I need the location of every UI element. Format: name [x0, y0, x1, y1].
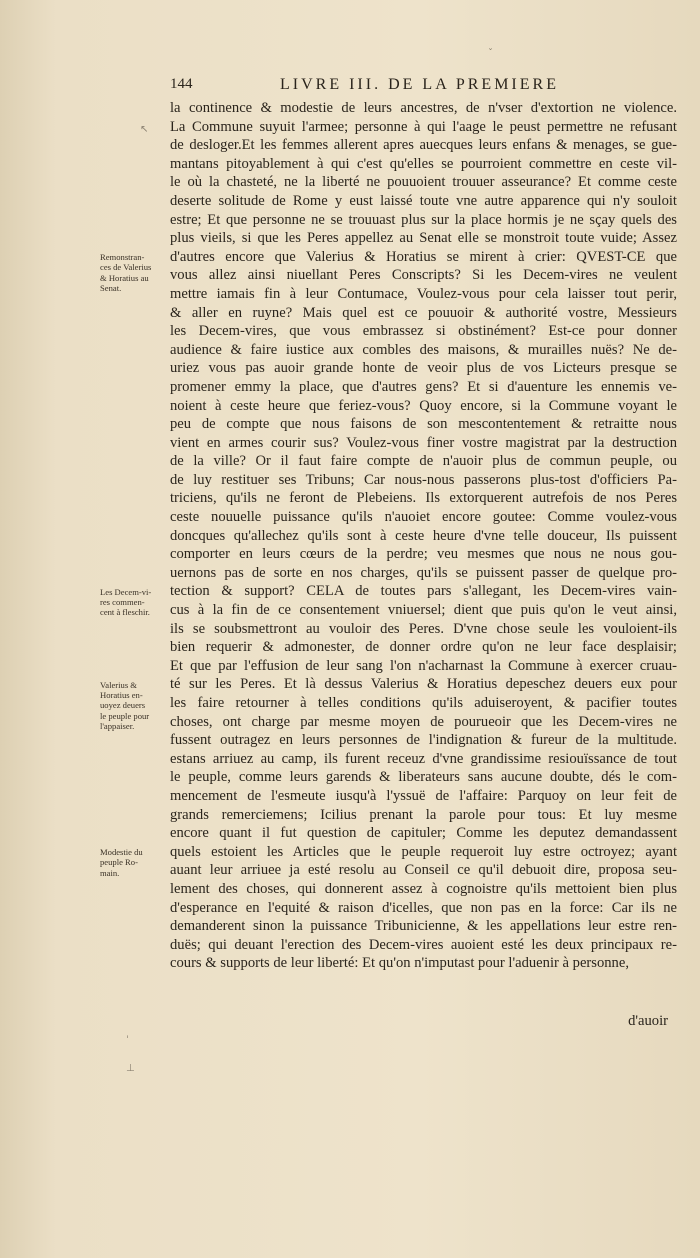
body-line: vient en armes courir sus? Voulez-vous finer vostre magistrat par la destruction: [170, 434, 677, 451]
body-line: le peuple, comme leurs garends & liberateurs sans aucune doubte, dés le com-: [170, 769, 677, 786]
body-line: les Decem-vires, que vous embrassez si obstinément? Est-ce pour donner: [170, 323, 677, 340]
body-line: cus à la fin de ce consentement vniuersel; dient que puis qu'on le veut ainsi,: [170, 602, 677, 619]
margin-note-line: Valerius &: [100, 679, 137, 690]
body-line: & aller en ruyne? Mais quel est ce pouuoir & authorité vostre, Messieurs: [170, 304, 677, 321]
body-line: duës; qui deuant l'erection des Decem-vires auoient esté les deux principaux re-: [170, 936, 677, 953]
margin-note-line: l'appaiser.: [100, 721, 135, 732]
body-line: uriez vous pas auoir grande honte de veoir plus de vos Licteurs presque se: [170, 360, 677, 377]
body-line: choses, ont charge par mesme moyen de pourueoir que les Decem-vires ne: [170, 713, 677, 730]
body-line: promener emmy la place, que d'autres gens? Et si d'auenture les ennemis ve-: [170, 378, 677, 395]
margin-note: [100, 847, 170, 878]
margin-note: [100, 252, 170, 294]
body-line: comporter en leurs cœurs de la perdre; veu mesmes que nous ne nous gou-: [170, 546, 677, 563]
body-line: vous allez ainsi niuellant Peres Conscripts? Si les Decem-vires ne veulent: [170, 267, 677, 284]
catchword: d'auoir: [628, 1013, 668, 1029]
page-speck-mark: ˇ: [488, 48, 493, 59]
body-line: noient à ceste heure que feriez-vous? Quoy encore, si la Commune voyant le: [170, 397, 677, 414]
margin-note-line: uoyez deuers: [100, 700, 146, 711]
body-line: té sur les Peres. Et là dessus Valerius & Horatius depeschez deuers eux pour: [170, 676, 677, 693]
body-line: d'autres encore que Valerius & Horatius se mirent à crier: QVEST-CE que: [170, 248, 677, 265]
running-title: LIVRE III. DE LA PREMIERE: [280, 76, 559, 93]
body-line: bien requerir & admonester, de donner ordre qu'on ne leur face desplaisir;: [170, 639, 677, 656]
body-line: auant leur arriuee ja esté resolu au Conseil ce qu'il debuoit dire, proposa seu-: [170, 862, 677, 879]
margin-note-line: main.: [100, 867, 120, 878]
body-line: triciens, qu'ils ne feront de Plebeiens. Ils extorquerent autrefois de nos Peres: [170, 490, 677, 507]
body-line: encore quant il fut question de capituler; Comme les deputez demandassent: [170, 825, 677, 842]
body-line: estans arriuez au camp, ils furent receuz d'vne grandissime resiouïssance de tout: [170, 750, 677, 767]
body-line: mantans pitoyablement à qui c'est qu'elles se pourroient commettre en ceste vil-: [170, 155, 677, 172]
margin-note: [100, 587, 170, 618]
margin-note-line: Horatius en-: [100, 690, 143, 700]
body-line: mencement de l'esmeute iusqu'à l'yssuë de l'affaire: Parquoy on leur feit de: [170, 787, 677, 804]
margin-note: [100, 680, 170, 732]
body-line: cours & supports de leur liberté: Et qu'on n'imputast pour l'aduenir à personne,: [170, 955, 629, 972]
body-line: grands remerciemens; Icilius prenant la parole pour tous: Et luy mesme: [170, 806, 677, 823]
body-line: ceste nouuelle puissance qu'ils n'auoiet encore goutee: Comme voulez-vous: [170, 509, 677, 526]
body-line: plus vieils, si que les Peres appellez au Senat elle se monstroit toute vuide; Assez: [170, 230, 677, 247]
body-line: Et que par l'effusion de leur sang l'on n'acharnast la Commune à exercer cruau-: [170, 657, 677, 674]
page-speck-mark: ˈ: [126, 1035, 129, 1046]
page-number: 144: [170, 76, 193, 92]
body-line: d'esperance en l'equité & raison d'icelles, que non pas en la force: Car ils ne: [170, 899, 677, 916]
margin-note-line: cent à fleschir.: [100, 607, 150, 618]
body-line: le où la chasteté, ne la liberté ne pouuoient trouuer asseurance? Et comme ceste: [170, 174, 677, 191]
margin-note-line: Modestie du: [100, 847, 143, 857]
body-line: La Commune suyuit l'armee; personne à qui l'aage le peust permettre ne refusant: [170, 118, 677, 135]
body-line: doncques qu'allechez qu'ils sont à ceste heure d'vne telle douceur, Ils puissent: [170, 527, 677, 544]
margin-note-line: Senat.: [100, 283, 122, 294]
page-header: [170, 76, 675, 98]
body-line: ils se soubsmettront au vouloir des Peres. D'vne chose seule les vouloient-ils: [170, 620, 677, 637]
margin-note-line: Les Decem-vi-: [100, 586, 152, 597]
margin-note-line: ces de Valerius: [100, 262, 152, 273]
body-line: uernons pas de sorte en nos charges, qu'ils se puissent passer de quelque pro-: [170, 564, 677, 581]
body-line: la continence & modestie de leurs ancestres, de n'vser d'extortion ne violence.: [170, 100, 677, 116]
page-speck-mark: ⊥: [126, 1063, 135, 1074]
margin-note-line: le peuple pour: [100, 710, 150, 721]
body-line: quels estoient les Articles que le peuple requeroit luy estre octroyez; ayant: [170, 843, 677, 860]
body-line: demanderent sinon la puissance Tribunicienne, & les appellations leur estre ren-: [170, 918, 677, 935]
body-line: deserte solitude de Rome y eust laissé toute vne autre apparence qui n'y souloit: [170, 192, 677, 209]
body-line: de desloger.Et les femmes allerent apres auecques leurs enfans & menages, se gue-: [170, 137, 677, 154]
body-line: mettre iamais fin à leur Contumace, Voulez-vous pour cela laisser tout perir,: [170, 285, 677, 302]
body-line: tection & support? CELA de toutes pars s'allegant, les Decem-vires vain-: [170, 583, 677, 600]
body-line: lement des choses, qui donnerent assez à cognoistre qu'ils mettoient bien plus: [170, 880, 677, 897]
body-text: [170, 99, 677, 973]
body-line: les faire retourner à telles conditions qu'ils aduiseroyent, & pacifier toutes: [170, 695, 677, 711]
body-line: fussent outragez en leurs personnes de l'indignation & fureur de la multitude.: [170, 732, 677, 749]
margin-note-line: Remonstran-: [100, 251, 145, 262]
body-line: de la ville? Or il faut faire compte de n'auoir plus de commun peuple, ou: [170, 453, 677, 470]
body-line: de luy restituer ses Tribuns; Car nous-nous passerons plus-tost d'officiers Pa-: [170, 471, 677, 488]
margin-note-line: res commen-: [100, 597, 145, 607]
body-line: peu de compte que nous faisons de son mescontentement & retraitte nous: [170, 416, 677, 433]
body-line: estre; Et que personne ne se trouuast plus sur la place hormis je ne sçay quels des: [170, 211, 677, 228]
page-speck-mark: ↖: [140, 124, 149, 135]
margin-note-line: peuple Ro-: [100, 857, 138, 868]
body-line: audience & faire iustice aux combles des maisons, & murailles nuës? Ne de-: [170, 341, 677, 358]
margin-note-line: & Horatius au: [100, 272, 149, 283]
